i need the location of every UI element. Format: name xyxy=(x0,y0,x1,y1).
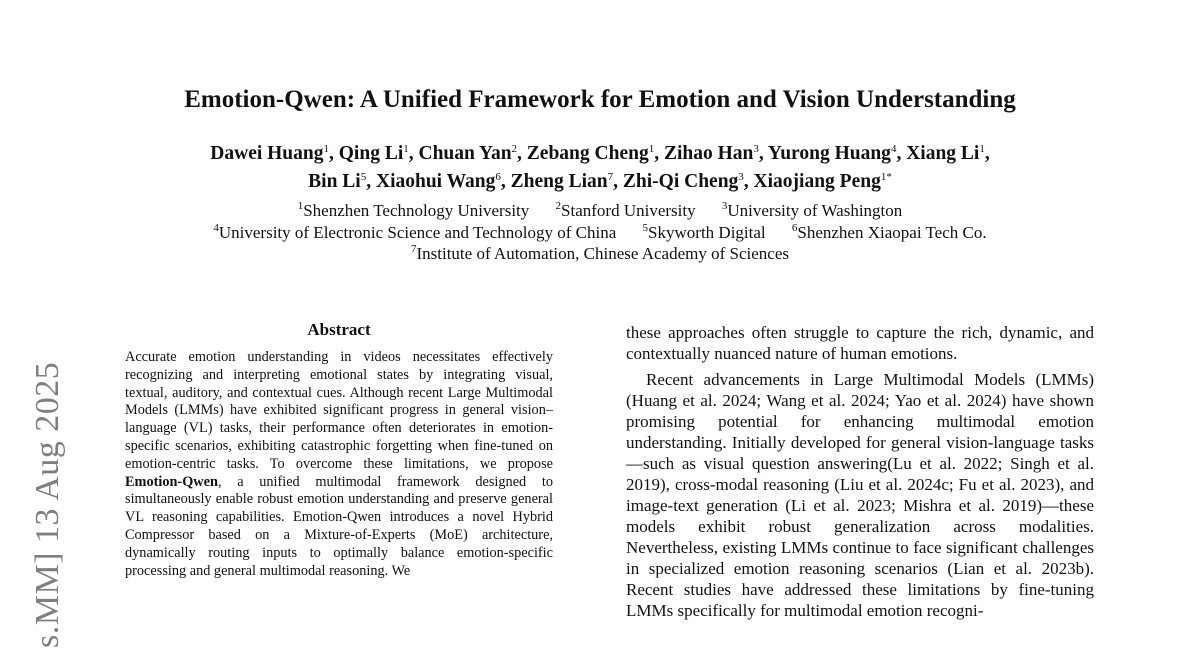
author: Xiang Li$^1$, xyxy=(906,143,990,164)
model-name: Emotion-Qwen xyxy=(125,473,218,490)
author: Zihao Han$^3$, xyxy=(663,143,768,164)
affiliation: $^4$University of Electronic Science and Technology of China xyxy=(213,221,617,242)
affiliations xyxy=(0,200,1200,265)
affiliation: $^7$Institute of Automation, Chinese Academy of Sciences xyxy=(410,243,789,263)
affiliation: $^5$Skyworth Digital xyxy=(642,221,766,242)
author: Zebang Cheng$^1$, xyxy=(526,143,664,164)
author-list xyxy=(0,140,1200,196)
author: Xiaojiang Peng$^{1*}$ xyxy=(753,171,892,192)
affiliation-line-2 xyxy=(0,222,1200,244)
left-column xyxy=(125,320,553,580)
author: Yurong Huang$^4$, xyxy=(767,143,907,164)
affiliation: $^1$Shenzhen Technology University xyxy=(297,200,530,220)
affiliation: $^2$Stanford University xyxy=(555,200,696,220)
author-line-2 xyxy=(0,168,1200,196)
affiliation-line-3 xyxy=(0,243,1200,265)
intro-paragraph: Recent advancements in Large Multimodal Models (LMMs)(Huang et al. 2024; Wang et al. 2024; Yao et al. 2024) have shown promising potential for enhancing multimodal emotion understanding. Initially developed for general vision-language tasks—such as visual question answering(Lu et al. 2022; Singh et al. 2019), cross-modal reasoning (Liu et al. 2024c; Fu et al. 2023), and image-text generation (Li et al. 2023; Mishra et al. 2019)—these models exhibit robust generalization across modalities. Nevertheless, existing LMMs continue to face significant challenges in specialized emotion reasoning scenarios (Lian et al. 2023b). Recent studies have addressed these limitations by fine-tuning LMMs specifically for multimodal emotion recogni- xyxy=(626,370,1094,620)
affiliation: $^6$Shenzhen Xiaopai Tech Co. xyxy=(791,221,987,242)
right-column xyxy=(626,322,1094,621)
paper-title: Emotion-Qwen: A Unified Framework for Emotion and Vision Understanding xyxy=(184,86,1016,113)
abstract-text: Accurate emotion understanding in videos necessitates effectively recognizing and interpreting emotional states by integrating visual, textual, auditory, and contextual cues. Although recent Large Multimodal Models (LMMs) have exhibited significant progress in general vision–language (VL) tasks, their performance often deteriorates in emotion-specific scenarios, exhibiting catastrophic forgetting when fine-tuned on emotion-centric tasks. To overcome these limitations, we propose Emotion-Qwen, a unified multimodal framework designed to simultaneously enable robust emotion understanding and preserve general VL reasoning capabilities. Emotion-Qwen introduces a novel Hybrid Compressor based on a Mixture-of-Experts (MoE) architecture, dynamically routing inputs to optimally balance emotion-specific processing and general multimodal reasoning. We xyxy=(125,349,553,579)
author-line-1 xyxy=(0,140,1200,168)
intro-paragraph: these approaches often struggle to capture the rich, dynamic, and contextually nuanced nature of human emotions. xyxy=(626,323,1094,363)
affiliation: $^3$University of Washington xyxy=(721,200,903,220)
author: Zhi-Qi Cheng$^3$, xyxy=(622,171,754,192)
author: Zheng Lian$^7$, xyxy=(510,171,623,192)
author: Xiaohui Wang$^6$, xyxy=(375,171,511,192)
abstract-heading: Abstract xyxy=(307,320,371,339)
author: Qing Li$^1$, xyxy=(338,143,419,164)
author: Bin Li$^5$, xyxy=(308,171,376,192)
arxiv-watermark: s.MM] 13 Aug 2025 xyxy=(29,361,66,648)
author: Chuan Yan$^2$, xyxy=(418,143,527,164)
affiliation-line-1 xyxy=(0,200,1200,222)
author: Dawei Huang$^1$, xyxy=(210,143,339,164)
